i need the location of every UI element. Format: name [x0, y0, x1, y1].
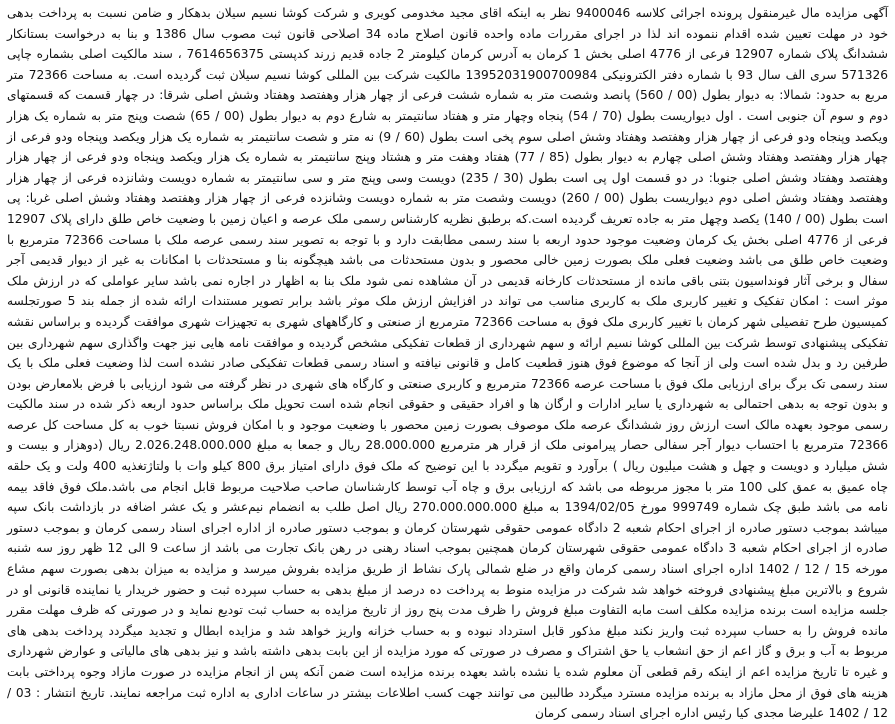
notice-body: آگهی مزایده مال غیرمنقول پرونده اجرائی کلاسه 9400046 نظر به اینکه اقای مجید مخدومی کویری و شرکت کوشا نسیم سیلان بدهکار و ضامن نسبت به پرداخت بدهی خود در مهلت تعیین شده اقدام ننموده اند لذا در اجرای مقررات ماده واحده قانون اصلاح ماده 34 اصلاحی قانون ثبت مصوب سال 1386 و بنا به درخواست بستانکار ششدانگ پلاک شماره 12907 فرعی از 4776 اصلی بخش 1 کرمان به آدرس کرمان کیلومتر 2 جاده قدیم زرند کدپستی 7614656375 ، سند مالکیت اصلی بشماره چاپی 571326 سری الف سال 93 با شماره دفتر الکترونیکی 13952031900700984 مالکیت شرکت بین المللی کوشا نسیم سیلان ثبت گردیده است. به مساحت 72366 متر مربع به حدود: شمالا: به دیوار بطول (00 / 560) پانصد وشصت متر به شماره ششت فرعی از چهار هزار وهفتصد وهفتاد وشش اصلی شرقا: در چهار قسمت که قسمتهای دوم و سوم آن جنوبی است . اول دیواریست بطول (70 / 54) پنجاه وچهار متر و هفتاد سانتیمتر به شارع دوم به دیوار بطول (00 / 65) شصت وپنج متر به شماره یک هزار ویکصد وپنجاه ودو فرعی از چهار هزار وهفتصد وهفتاد وشش اصلی سوم پخی است بطول (60 / 9) نه متر و شصت سانتیمتر به شماره یک هزار ویکصد وپنجاه ودو فرعی از چهار هزار وهفتصد وهفتاد وشش اصلی چهارم به دیوار بطول (85 / 77) هفتاد وهفت متر و هشتاد وپنج سانتیمتر به شماره یک هزار ویکصد وپنجاه ودو فرعی از چهار هزار وهفتصد وهفتاد وشش اصلی جنوبا: در دو قسمت اول پی است بطول (30 / 235) دویست وسی وپنج متر و سی سانتیمتر به شماره دویست وشانزده فرعی از چهار هزار وهفتصد وهفتاد وشش اصلی دوم دیواریست بطول (00 / 260) دویست وشصت متر به شماره دویست وشانزده فرعی از چهار هزار وهفتصد وهفتاد وشش اصلی غربا: پی است بطول (00 / 140) یکصد وچهل متر به جاده تعریف گردیده است.که برطبق نظریه کارشناس رسمی ملک عرصه و اعیان زمین با وضعیت خاص طلق دارای پلاک 12907 فرعی از 4776 اصلی بخش یک کرمان وضعیت موجود حدود اربعه با سند رسمی مطابقت دارد و با توجه به تصویر سند رسمی عرصه ملک با مساحت 72366 مترمربع با وضعیت خاص طلق می باشد وضعیت فعلی ملک بصورت زمین خالی محصور و بدون مستحدثات می باشد هیچگونه بنا و مستحدثات با امکانات به غیر از دیوار قدیمی آجر سفال و برخی آثار فونداسیون بتنی باقی مانده از مستحدثات کارخانه قدیمی در آن مشاهده نمی شود ملک بنا به اظهار در اجاره نمی باشد سایر عواملی که در ارزش ملک موثر است : امکان تفکیک و تغییر کاربری ملک به کاربری مناسب می تواند در افزایش ارزش ملک موثر باشد برابر تصویر مستندات ارائه شده از جمله بند 5 صورتجلسه کمیسیون طرح تفصیلی شهر کرمان با تغییر کاربری ملک فوق به مساحت 72366 مترمربع از صنعتی و کارگاههای شهری به تجهیزات شهری موافقت گردیده و براساس نقشه تفکیکی پیشنهادی توسط شرکت بین المللی کوشا نسیم ارائه و سهم شهرداری از قطعات تفکیکی مشخص گردیده و موافقت نامه هایی نیز جهت واگذاری سهم شهرداری بین طرفین رد و بدل شده است ولی از آنجا که موضوع فوق هنوز قطعیت کامل و قانونی نیافته و اسناد رسمی قطعات تفکیکی صادر نشده است لذا وضعیت فعلی ملک با یک سند رسمی تک برگ برای ارزیابی ملک فوق با مساحت عرصه 72366 مترمربع و کاربری صنعتی و کارگاه های شهری در نظر گرفته می شود ارزیابی با فرض بلامعارض بودن و بدون توجه به بدهی احتمالی به شهرداری یا سایر ادارات و ارگان ها و افراد حقیقی و حقوقی انجام شده است تحویل ملک براساس حدود اربعه ذکر شده در سند مالکیت رسمی موجود بعهده مالک است ارزش روز ششدانگ عرصه ملک موصوف بصورت زمین محصور با وضعیت موجود و با امکان فروش نسبتا خوب به کل مساحت کل عرصه 72366 مترمربع با احتساب دیوار آجر سفالی حصار پیرامونی ملک از قرار هر مترمربع 28.000.000 ریال و جمعا به مبلغ 2.026.248.000.000 ریال (دوهزار و بیست و شش میلیارد و دویست و چهل و هشت میلیون ریال ) برآورد و تقویم میگردد با این توضیح که ملک فوق دارای امتیاز برق 800 کیلو وات با ولتاژتغذیه 400 ولت و یک حلقه چاه عمیق به عمق کلی 100 متر با مجوز مربوطه می باشد که ارزیابی برق و چاه آب توسط کارشناسان صاحب صلاحیت مربوط قابل انجام می باشد.ملک فوق فاقد بیمه نامه می باشد طبق چک شماره 999749 مورخ 1394/02/05 به مبلغ 270.000.000.000 ریال اصل طلب به انضمام نیم‌عشر و یک عشر اضافه در بازداشت بانک سپه میباشد بموجب دستور صادره از اجرای احکام شعبه 2 دادگاه عمومی حقوقی شهرستان کرمان و بموجب دستور صادره از اداره اجرای اسناد رسمی کرمان و بموجب دستور صادره از اجرای احکام شعبه 3 دادگاه عمومی حقوقی شهرستان کرمان همچنین بموجب اسناد رهنی در رهن بانک تجارت می باشد از ساعت 9 الی 12 ظهر روز سه شنبه مورخه 15 / 12 / 1402 اداره اجرای اسناد رسمی کرمان واقع در ضلع شمالی پارک نشاط از طریق مزایده بفروش میرسد و مزایده به میزان بدهی بصورت سهم مشاع شروع و بالاترین مبلغ پیشنهادی فروخته خواهد شد شرکت در مزایده منوط به پرداخت ده درصد از مبلغ بدهی به حساب سپرده ثبت و حضور خریدار یا نماینده قانونی او در جلسه مزایده است برنده مزایده مکلف است مابه التفاوت مبلغ فروش را ظرف مدت پنج روز از تاریخ مزایده به حساب ثبت تودیع نماید و در صورتی که ظرف مهلت مقرر مانده فروش را به حساب سپرده ثبت واریز نکند مبلغ مذکور قابل استرداد نبوده و به حساب خزانه واریز خواهد شد و مزایده ابطال و تجدید میگردد پرداخت بدهی های مربوط به آب و برق و گاز اعم از حق انشعاب یا حق اشتراک و مصرف در صورتی که مورد مزایده از این بابت بدهی داشته باشد و نیز بدهی های مالیاتی و عوارض شهرداری و غیره تا تاریخ مزایده اعم از اینکه رقم قطعی آن معلوم شده یا نشده باشد بعهده برنده مزایده است ضمن آنکه پس از انجام مزایده در صورت مازاد وجوه پرداختی بابت هزینه های فوق از محل مازاد به برنده مزایده مسترد میگردد طالبین می توانند جهت کسب اطلاعات بیشتر در ساعات اداری به اداره ثبت مراجعه نمایند. تاریخ انتشار : 03 / 12 / 1402 علیرضا مجدی کیا رئیس اداره اجرای اسناد رسمی کرمان	[7, 6, 889, 721]
